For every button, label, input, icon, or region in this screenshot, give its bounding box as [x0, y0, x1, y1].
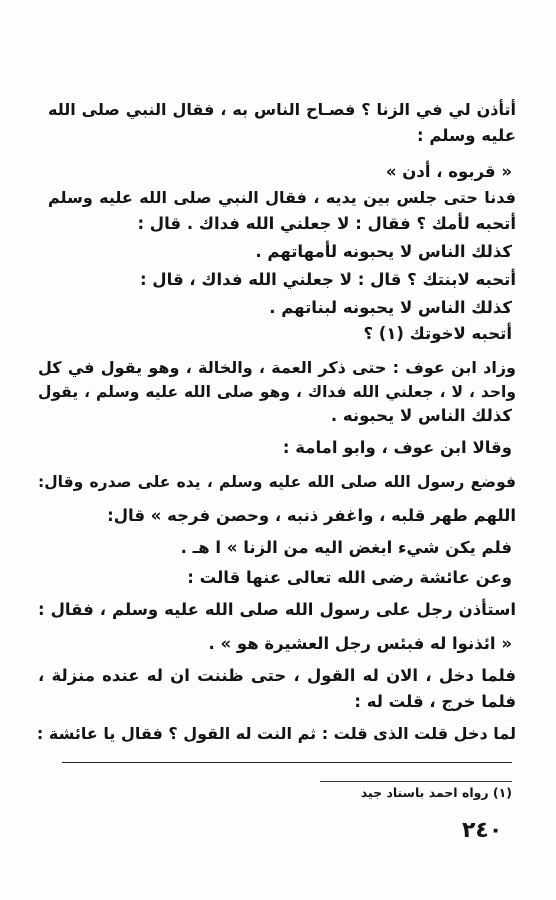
footnote-rule — [320, 781, 512, 782]
text-line: كذلك الناس لا يحبونه لأمهاتهم . — [255, 242, 512, 261]
text-line: أتحبه لأمك ؟ فقال : لا جعلني الله فداك . قال : — [137, 214, 516, 233]
text-line: أتحبه لابنتك ؟ قال : لا جعلني الله فداك ، قال : — [139, 270, 516, 289]
text-line: فدنا حتى جلس بين يديه ، فقال النبي صلى الله عليه وسلم — [48, 188, 516, 207]
text-line: استأذن رجل على رسول الله صلى الله عليه وسلم ، فقال : — [38, 600, 516, 619]
text-line: واحد ، لا ، جعلني الله فداك ، وهو صلى الله عليه وسلم ، يقول — [38, 383, 516, 401]
text-line: وعن عائشة رضى الله تعالى عنها قالت : — [187, 568, 512, 587]
text-line: لما دخل قلت الذى قلت : ثم النت له القول ؟ فقال يا عائشة : — [36, 724, 516, 743]
text-line: فلما خرج ، قلت له : — [354, 692, 516, 711]
text-line: « قربوه ، أدن » — [385, 162, 512, 181]
text-line: أتأذن لي في الزنا ؟ فصـاح الناس به ، فقال النبي صلى الله — [48, 100, 516, 119]
text-line: كذلك الناس لا يحبونه لبناتهم . — [269, 298, 512, 317]
text-line: وقالا ابن عوف ، وابو امامة : — [282, 438, 512, 457]
text-line: اللهم طهر قلبه ، واغفر ذنبه ، وحصن فرجه » قال: — [107, 506, 516, 525]
text-line: « ائذنوا له فبئس رجل العشيرة هو » . — [208, 634, 512, 653]
text-line: فلم يكن شيء ابغض اليه من الزنا » ا هـ . — [180, 538, 512, 557]
footnote: (١) رواه احمد باسناد جيد — [360, 785, 512, 800]
text-line: فلما دخل ، الان له القول ، حتى ظننت ان له عنده منزلة ، — [38, 666, 516, 685]
text-line: عليه وسلم : — [417, 126, 516, 145]
text-line: وزاد ابن عوف : حتى ذكر العمة ، والخالة ، وهو يقول في كل — [38, 358, 516, 377]
footnote-separator — [62, 762, 512, 763]
text-line: كذلك الناس لا يحبونه . — [330, 406, 512, 425]
text-line: فوضع رسول الله صلى الله عليه وسلم ، يده على صدره وقال: — [38, 473, 516, 491]
page-number: ٢٤٠ — [462, 818, 503, 843]
text-line: أتحبه لاخوتك (١) ؟ — [363, 324, 512, 343]
